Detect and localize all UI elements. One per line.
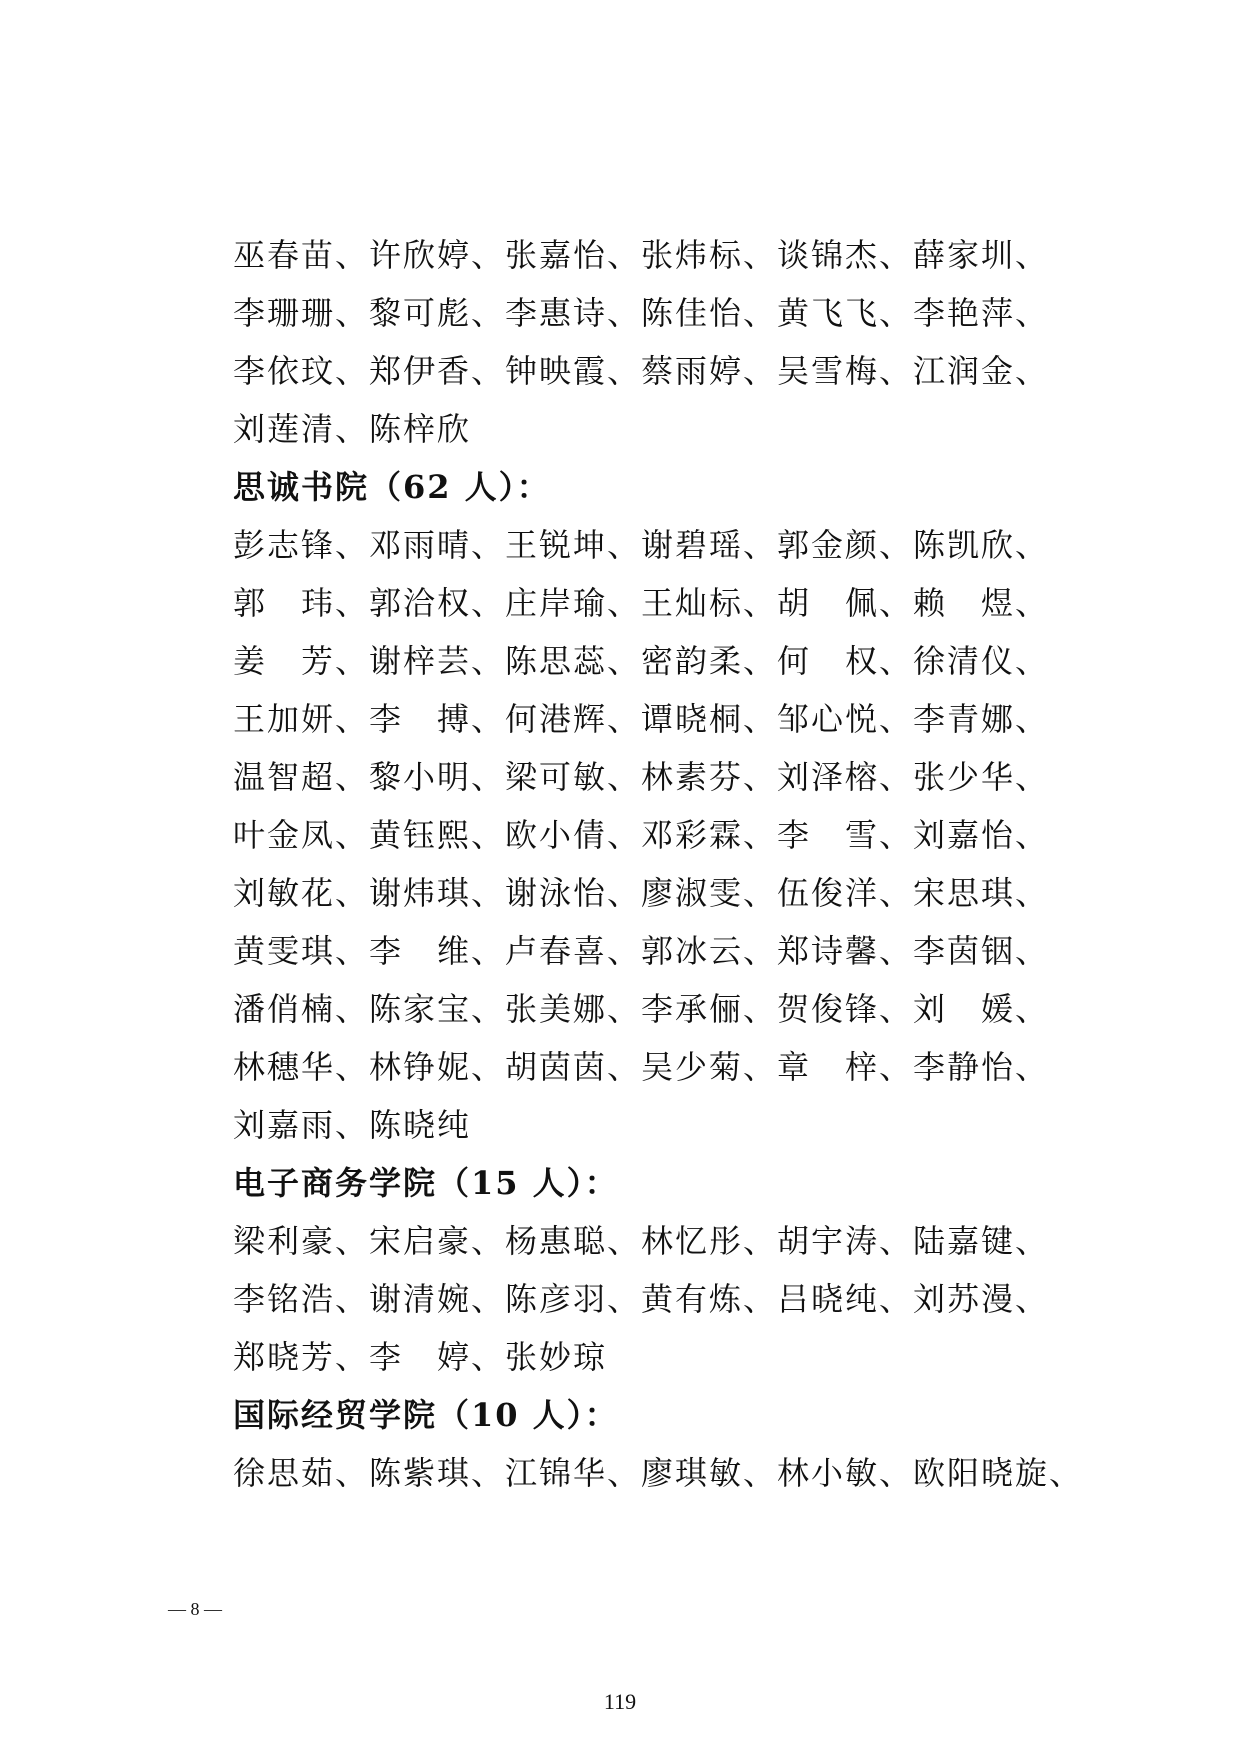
name-list-line: 林穗华、林铮妮、胡茵茵、吴少菊、章 梓、李静怡、 xyxy=(233,1048,1050,1086)
name-list-line: 潘俏楠、陈家宝、张美娜、李承俪、贺俊锋、刘 媛、 xyxy=(233,990,1050,1028)
name-list-line: 刘嘉雨、陈晓纯 xyxy=(233,1106,472,1144)
section-heading: 国际经贸学院（10 人）： xyxy=(233,1396,619,1434)
section-heading: 思诚书院（62 人）： xyxy=(233,468,551,506)
name-list-line: 李依玟、郑伊香、钟映霞、蔡雨婷、吴雪梅、江润金、 xyxy=(233,352,1050,390)
name-list-line: 李珊珊、黎可彪、李惠诗、陈佳怡、黄飞飞、李艳萍、 xyxy=(233,294,1050,332)
name-list-line: 徐思茹、陈紫琪、江锦华、廖琪敏、林小敏、欧阳晓旋、 xyxy=(233,1454,1084,1492)
section-heading: 电子商务学院（15 人）： xyxy=(233,1164,619,1202)
name-list-line: 刘敏花、谢炜琪、谢泳怡、廖淑雯、伍俊洋、宋思琪、 xyxy=(233,874,1050,912)
name-list-line: 王加妍、李 搏、何港辉、谭晓桐、邹心悦、李青娜、 xyxy=(233,700,1050,738)
document-body xyxy=(233,226,1084,1502)
name-list-line: 梁利豪、宋启豪、杨惠聪、林忆彤、胡宇涛、陆嘉键、 xyxy=(233,1222,1050,1260)
name-list-line: 彭志锋、邓雨晴、王锐坤、谢碧瑶、郭金颜、陈凯欣、 xyxy=(233,526,1050,564)
name-list-line: 郭 玮、郭洽权、庄岸瑜、王灿标、胡 佩、赖 煜、 xyxy=(233,584,1050,622)
name-list-line: 叶金凤、黄钰熙、欧小倩、邓彩霖、李 雪、刘嘉怡、 xyxy=(233,816,1050,854)
name-list-line: 温智超、黎小明、梁可敏、林素芬、刘泽榕、张少华、 xyxy=(233,758,1050,796)
name-list-line: 姜 芳、谢梓芸、陈思蕊、密韵柔、何 权、徐清仪、 xyxy=(233,642,1050,680)
page-marker: — 8 — xyxy=(168,1599,222,1619)
name-list-line: 李铭浩、谢清婉、陈彦羽、黄有炼、吕晓纯、刘苏漫、 xyxy=(233,1280,1050,1318)
page-number: 119 xyxy=(603,1689,637,1714)
name-list-line: 黄雯琪、李 维、卢春喜、郭冰云、郑诗馨、李茵铟、 xyxy=(233,932,1050,970)
name-list-line: 郑晓芳、李 婷、张妙琼 xyxy=(233,1338,608,1376)
name-list-line: 巫春苗、许欣婷、张嘉怡、张炜标、谈锦杰、薛家圳、 xyxy=(233,236,1050,274)
name-list-line: 刘莲清、陈梓欣 xyxy=(233,410,472,448)
